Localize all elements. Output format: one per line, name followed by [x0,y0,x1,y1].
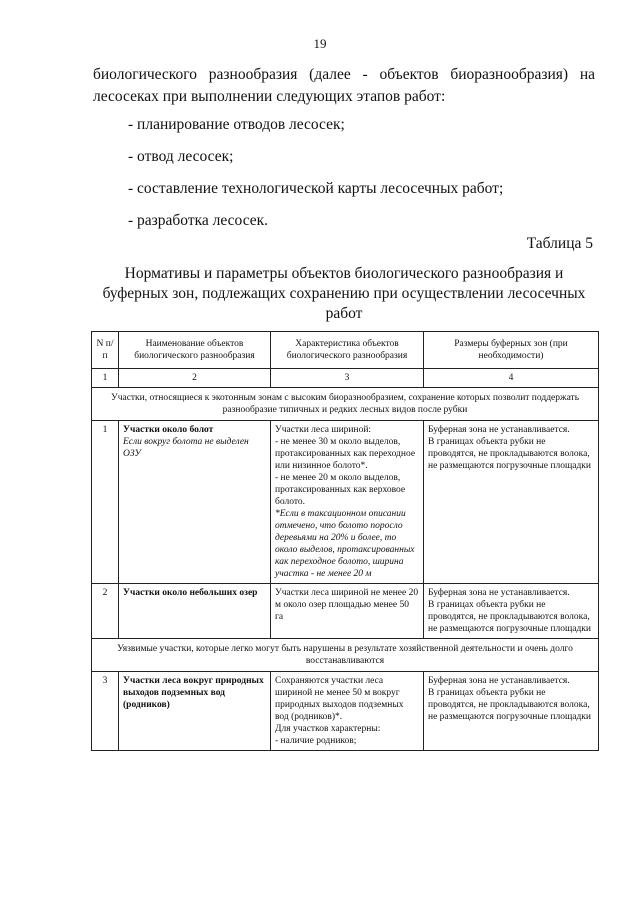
header-cell: Характеристика объектов биологического разнообразия [271,332,424,369]
column-number-row [92,369,599,388]
work-stages-list [128,114,598,242]
table-header-row [92,332,599,369]
page-number: 19 [313,36,327,51]
characteristic-line: - не менее 30 м около выделов, протаксированных как переходное или низинное болото*. [275,437,416,471]
norms-table [91,331,599,751]
characteristic-line: Участки леса шириной не менее 20 м около озер площадью менее 50 га [275,588,419,622]
column-number: 2 [119,369,271,388]
row-number: 2 [92,584,119,639]
characteristic-line: - наличие родников; [275,736,357,746]
characteristic-cell [271,421,424,584]
table-row [92,672,599,751]
intro-paragraph: биологического разнообразия (далее - объектов биоразнообразия) на лесосеках при выполнении следующих этапов работ: [93,66,595,105]
list-item: - составление технологической карты лесосечных работ; [128,180,504,197]
object-name: Участки леса вокруг природных выходов подземных вод (родников) [123,676,264,710]
header-cell: Размеры буферных зон (при необходимости) [424,332,599,369]
buffer-line: В границах объекта рубки не проводятся, не прокладываются волока, не размещаются погрузочные площадки [428,600,592,634]
object-name-cell [119,672,271,751]
header-cell: N п/п [92,332,119,369]
buffer-line: Буферная зона не устанавливается. [428,676,570,686]
characteristic-footnote: *Если в таксационном описании отмечено, что болото поросло деревьями на 20% и более, то около выделов, протаксированных как переходное болото, ширина участка - не менее 20 м [275,509,415,579]
buffer-zone-cell [424,584,599,639]
buffer-line: Буферная зона не устанавливается. [428,425,570,435]
section-row [92,639,599,672]
list-item: - разработка лесосек. [128,212,269,229]
table-label: Таблица 5 [526,235,593,252]
buffer-zone-cell [424,672,599,751]
section-heading-vulnerable: Уязвимые участки, которые легко могут быть нарушены в результате хозяйственной деятельности и очень долго восстанавливаются [92,639,599,672]
characteristic-cell [271,672,424,751]
table-row [92,584,599,639]
row-number: 1 [92,421,119,584]
characteristic-line: Для участков характерны: [275,724,381,734]
characteristic-cell [271,584,424,639]
table-row [92,421,599,584]
column-number: 3 [271,369,424,388]
column-number: 1 [92,369,119,388]
buffer-line: Буферная зона не устанавливается. [428,588,570,598]
row-number: 3 [92,672,119,751]
buffer-line: В границах объекта рубки не проводятся, не прокладываются волока, не размещаются погрузочные площадки [428,688,592,722]
header-cell: Наименование объектов биологического разнообразия [119,332,271,369]
object-name: Участки около болот [123,425,214,435]
buffer-line: В границах объекта рубки не проводятся, не прокладываются волока, не размещаются погрузочные площадки [428,437,592,471]
section-row [92,388,599,421]
characteristic-line: - не менее 20 м около выделов, протаксированных как верховое болото. [275,473,406,507]
column-number: 4 [424,369,599,388]
list-item: - планирование отводов лесосек; [128,116,345,133]
object-name-cell [119,584,271,639]
object-note: Если вокруг болота не выделен ОЗУ [123,437,249,459]
object-name: Участки около небольших озер [123,588,258,598]
characteristic-line: Сохраняются участки леса шириной не менее 50 м вокруг природных выходов подземных вод (родников)*. [275,676,404,722]
section-heading-ecotone: Участки, относящиеся к экотонным зонам с высоким биоразнообразием, сохранение которых позволит поддержать разнообразие типичных и редких лесных видов после рубки [92,388,599,421]
characteristic-line: Участки леса шириной: [275,425,372,435]
buffer-zone-cell [424,421,599,584]
object-name-cell [119,421,271,584]
table-title: Нормативы и параметры объектов биологического разнообразия и буферных зон, подлежащих сохранению при осуществлении лесосечных работ [102,265,586,322]
list-item: - отвод лесосек; [128,148,234,165]
